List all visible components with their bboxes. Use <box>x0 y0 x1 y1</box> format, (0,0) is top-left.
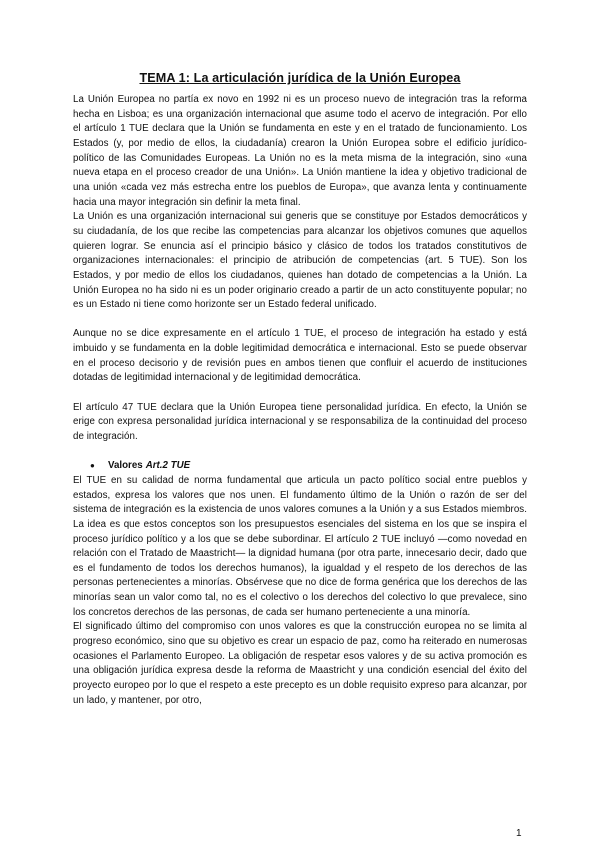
section-heading-reference: Art.2 TUE <box>145 460 191 472</box>
section-heading-valores <box>90 459 527 474</box>
spacer <box>73 445 527 460</box>
page-title: TEMA 1: La articulación jurídica de la Unión Europea <box>139 71 461 85</box>
spacer <box>73 313 527 328</box>
page-number: 1 <box>516 828 522 839</box>
paragraph-5: El TUE en su calidad de norma fundamental que articula un pacto político social entre pueblos y estados, expresa los valores que nos unen. El fundamento último de la Unión o razón de ser del sistema de integración es la existencia de unos valores comunes a la Unión y a sus Estados miembros. La idea es que estos conceptos son los presupuestos esenciales del sistema en los que se inspira el proceso jurídico político y a los que se debe subordinar. El artículo 2 TUE incluyó —como novedad en relación con el Tratado de Maastricht— la dignidad humana (por otra parte, innecesario decir, dado que es el fundamento de todos los derechos humanos), la igualdad y el respeto de los derechos de las personas pertenecientes a minorías. Obsérvese que no dice de forma genérica que los derechos de las minorías sean un valor como tal, no es el colectivo o los derechos del colectivo lo que prevalece, sino los concretos derechos de las personas, de cada ser humano perteneciente a una minoría. <box>73 474 527 618</box>
bullet-icon: ● <box>90 461 95 471</box>
spacer <box>73 386 527 401</box>
section-heading-label: Valores <box>108 460 143 472</box>
paragraph-3: Aunque no se dice expresamente en el artículo 1 TUE, el proceso de integración ha estado y está imbuido y se fundamenta en la doble legitimidad democrática e internacional. Esto se puede observar en el proceso decisorio y de revisión pues en ambos tienen que confluir el acuerdo de instituciones dotadas de legitimidad internacional y de legitimidad democrática. <box>73 328 527 384</box>
document-body <box>73 70 527 708</box>
paragraph-6: El significado último del compromiso con unos valores es que la construcción europea no se limita al progreso económico, sino que su objetivo es crear un espacio de paz, como ha reiterado en numerosas ocasiones el Parlamento Europeo. La obligación de respetar esos valores y de su activa promoción es una obligación jurídica expresa desde la reforma de Maastricht y una condición esencial del éxito del proyecto europeo por lo que el respeto a este precepto es un doble requisito expreso para alcanzar, por un lado, y mantener, por otro, <box>73 621 527 706</box>
paragraph-2: La Unión es una organización internacional sui generis que se constituye por Estados democráticos y su ciudadanía, de los que recibe las competencias para alcanzar los objetivos comunes que aquellos quieren lograr. Se enuncia así el principio básico y clásico de todos los tratados constitutivos de organizaciones internacionales: el principio de atribución de competencias (art. 5 TUE). Son los Estados, y por medio de ellos los ciudadanos, quienes han dotado de competencias a la Unión. La Unión Europea no ha sido ni es un poder originario creado a partir de un acto constituyente popular; no es un Estado ni tiene como horizonte ser un Estado federal unificado. <box>73 211 527 311</box>
paragraph-1: La Unión Europea no partía ex novo en 1992 ni es un proceso nuevo de integración tras la reforma hecha en Lisboa; es una organización internacional que asume todo el acervo de integración. Por ello el artículo 1 TUE declara que la Unión se fundamenta en este y en el tratado de funcionamiento. Los Estados (y, por medio de ellos, la ciudadanía) crearon la Unión Europea sobre el edificio jurídico-político de las Comunidades Europeas. La Unión no es la meta misma de la integración, sino «una nueva etapa en el proceso creador de una Unión». La Unión mantiene la idea y objetivo tradicional de una unión «cada vez más estrecha entre los pueblos de Europa», que avanza lenta y continuamente hacia una mayor integración sin definir la meta final. <box>73 94 527 208</box>
paragraph-4: El artículo 47 TUE declara que la Unión Europea tiene personalidad jurídica. En efecto, la Unión se erige con expresa personalidad jurídica internacional y se responsabiliza de la continuidad del proceso de integración. <box>73 401 527 442</box>
